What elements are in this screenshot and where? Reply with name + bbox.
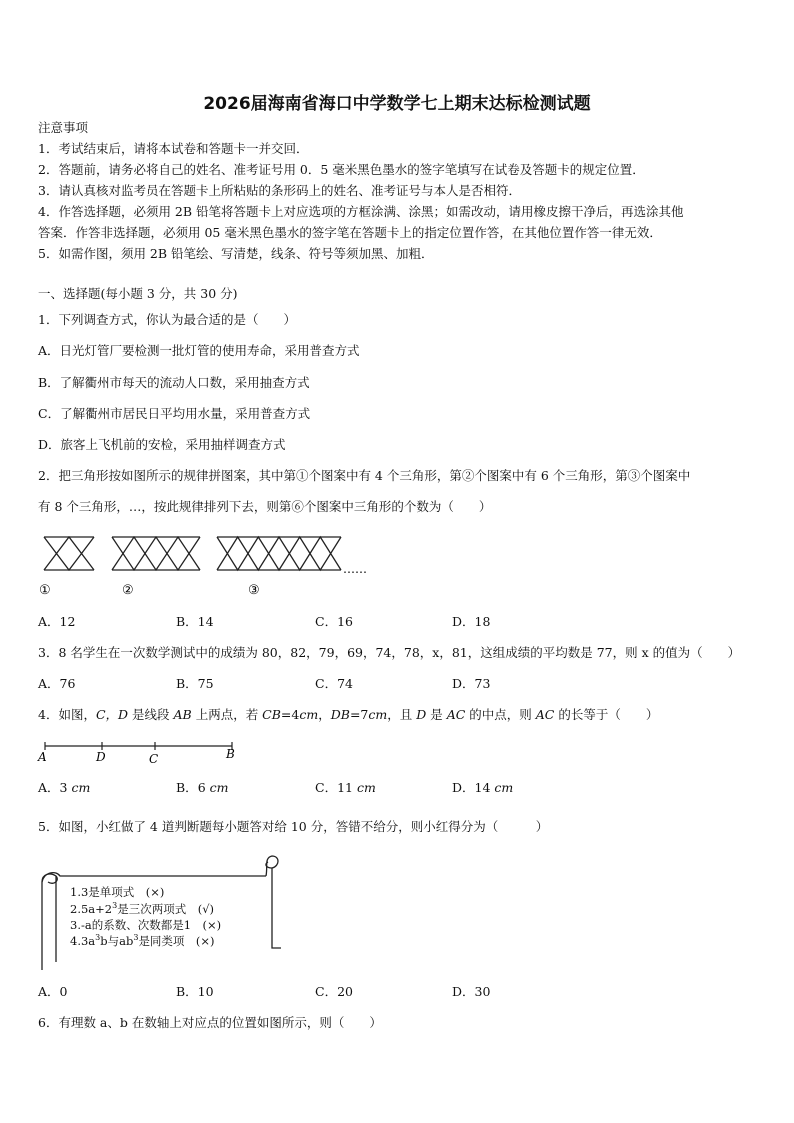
question-3-option: B．75 bbox=[176, 676, 214, 691]
figure-label: ③ bbox=[248, 583, 260, 598]
question-4-option: B．6 cm bbox=[176, 780, 229, 795]
question-1-option-d: D．旅客上飞机前的安检，采用抽样调查方式 bbox=[38, 437, 286, 452]
question-6-stem: 6．有理数 a、b 在数轴上对应点的位置如图所示，则（ ） bbox=[38, 1015, 382, 1030]
question-2-option: D．18 bbox=[452, 614, 491, 629]
notice-item: 1．考试结束后，请将本试卷和答题卡一并交回． bbox=[38, 141, 309, 156]
question-3-option: C．74 bbox=[315, 676, 353, 691]
question-3-stem: 3．8 名学生在一次数学测试中的成绩为 80，82，79，69，74，78，x，81，这组成绩的平均数是 77，则 x 的值为（ ） bbox=[38, 645, 741, 660]
point-label: C bbox=[149, 752, 159, 766]
point-label: D bbox=[96, 750, 106, 764]
notice-item: 4．作答选择题，必须用 2B 铅笔将答题卡上对应选项的方框涂满、涂黑；如需改动，请用橡皮擦干净后，再选涂其他 bbox=[38, 204, 684, 219]
figure-label: ① bbox=[39, 583, 51, 598]
question-4-stem: 4．如图，C，D 是线段 AB 上两点，若 CB=4cm，DB=7cm，且 D 是 AC 的中点，则 AC 的长等于（ ） bbox=[38, 707, 659, 722]
notice-item: 5．如需作图，须用 2B 铅笔绘、写清楚，线条、符号等须加黑、加粗． bbox=[38, 246, 434, 261]
question-5-option: B．10 bbox=[176, 984, 214, 999]
notice-item: 3．请认真核对监考员在答题卡上所粘贴的条形码上的姓名、准考证号与本人是否相符． bbox=[38, 183, 521, 198]
segment-figure bbox=[36, 738, 246, 768]
notice-heading: 注意事项 bbox=[38, 120, 89, 135]
question-4-option: A．3 cm bbox=[38, 780, 91, 795]
point-label: A bbox=[38, 750, 47, 764]
question-1-option-c: C．了解衢州市居民日平均用水量，采用普查方式 bbox=[38, 406, 311, 421]
question-5-stem: 5．如图，小红做了 4 道判断题每小题答对给 10 分，答错不给分，则小红得分为（ ） bbox=[38, 819, 549, 834]
question-2-option: C．16 bbox=[315, 614, 353, 629]
question-4-option: D．14 cm bbox=[452, 780, 514, 795]
question-5-option: A．0 bbox=[38, 984, 68, 999]
question-5-option: C．20 bbox=[315, 984, 353, 999]
question-2-stem-cont: 有 8 个三角形，…，按此规律排列下去，则第⑥个图案中三角形的个数为（ ） bbox=[38, 499, 492, 514]
page-title: 2026届海南省海口中学数学七上期末达标检测试题 bbox=[203, 94, 591, 114]
figure-label: ② bbox=[122, 583, 134, 598]
point-label: B bbox=[226, 747, 235, 761]
question-1-option-a: A．日光灯管厂要检测一批灯管的使用寿命，采用普查方式 bbox=[38, 343, 360, 358]
question-4-option: C．11 cm bbox=[315, 780, 376, 795]
scroll-line: 1.3是单项式 (×) bbox=[70, 885, 165, 899]
question-3-option: A．76 bbox=[38, 676, 76, 691]
notice-item: 2．答题前，请务必将自己的姓名、准考证号用 0．5 毫米黑色墨水的签字笔填写在试卷及答题卡的规定位置． bbox=[38, 162, 645, 177]
question-2-stem: 2．把三角形按如图所示的规律拼图案，其中第①个图案中有 4 个三角形，第②个图案中有 6 个三角形，第③个图案中 bbox=[38, 468, 691, 483]
triangle-pattern-figure bbox=[36, 532, 381, 602]
question-5-option: D．30 bbox=[452, 984, 491, 999]
scroll-line: $4.3a^3b$与$ab^3$是同类项 (×) bbox=[70, 933, 215, 948]
scroll-line: $2.5a+2^3$是三次两项式 (√) bbox=[70, 901, 215, 916]
question-1-option-b: B．了解衢州市每天的流动人口数，采用抽查方式 bbox=[38, 375, 310, 390]
notice-item: 答案．作答非选择题，必须用 05 毫米黑色墨水的签字笔在答题卡上的指定位置作答，在其他位置作答一律无效． bbox=[38, 225, 662, 240]
section-heading: 一、选择题(每小题 3 分，共 30 分) bbox=[38, 286, 238, 301]
question-1-stem: 1．下列调查方式，你认为最合适的是（ ） bbox=[38, 312, 296, 327]
ellipsis: …… bbox=[343, 562, 367, 576]
question-3-option: D．73 bbox=[452, 676, 491, 691]
question-2-option: B．14 bbox=[176, 614, 214, 629]
scroll-line: 3.-a的系数、次数都是1 (×) bbox=[70, 918, 222, 932]
question-2-option: A．12 bbox=[38, 614, 76, 629]
scroll-figure bbox=[36, 852, 281, 974]
